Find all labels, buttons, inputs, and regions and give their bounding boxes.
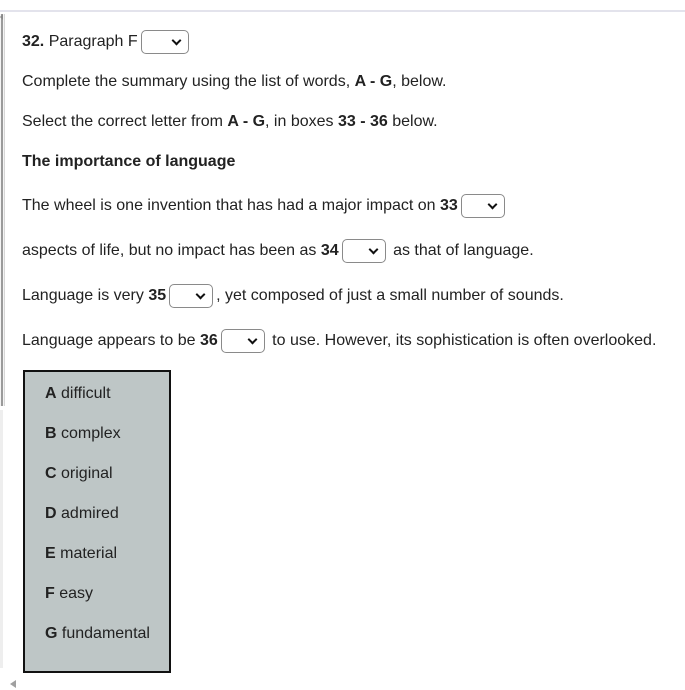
summary-sentence-33: The wheel is one invention that has had a major impact on 33 xyxy=(22,194,508,218)
question-number-33: 33 xyxy=(440,197,458,215)
question-label: Paragraph F xyxy=(48,33,138,51)
chevron-down-icon xyxy=(247,335,257,345)
top-divider xyxy=(0,0,685,12)
instruction-line-2: Select the correct letter from A - G, in boxes 33 - 36 below. xyxy=(22,113,438,130)
word-option-g: G fundamental xyxy=(45,625,150,642)
chevron-down-icon xyxy=(196,290,206,300)
word-option-d: D admired xyxy=(45,505,119,522)
summary-sentence-36: Language appears to be 36 to use. However, its sophistication is often overlooked. xyxy=(22,329,656,353)
answer-select-32[interactable] xyxy=(141,30,189,54)
lower-scrollbar-track xyxy=(0,410,3,668)
left-scrollbar[interactable] xyxy=(0,14,5,406)
answer-select-35[interactable] xyxy=(169,284,213,308)
scrollbar-thumb[interactable] xyxy=(1,14,3,406)
word-option-c: C original xyxy=(45,465,113,482)
word-list-box xyxy=(23,370,171,673)
chevron-down-icon xyxy=(487,200,497,210)
instruction-line-1: Complete the summary using the list of words, A - G, below. xyxy=(22,73,447,90)
scroll-notch-icon xyxy=(0,14,3,20)
chevron-down-icon xyxy=(171,36,181,46)
question-number-36: 36 xyxy=(199,332,218,350)
summary-sentence-35: Language is very 35 , yet composed of just a small number of sounds. xyxy=(22,284,564,308)
summary-sentence-34: aspects of life, but no impact has been as 34 as that of language. xyxy=(22,239,534,263)
word-option-b: B complex xyxy=(45,425,121,442)
answer-select-34[interactable] xyxy=(342,239,386,263)
word-option-a: A difficult xyxy=(45,385,111,402)
question-number-35: 35 xyxy=(148,287,167,305)
chevron-down-icon xyxy=(368,245,378,255)
question-number-34: 34 xyxy=(320,242,339,260)
question-number: 32. xyxy=(22,33,45,51)
answer-select-33[interactable] xyxy=(461,194,505,218)
scroll-left-arrow-icon[interactable] xyxy=(10,680,16,688)
summary-heading: The importance of language xyxy=(22,153,236,170)
question-32 xyxy=(22,30,192,54)
answer-select-36[interactable] xyxy=(221,329,265,353)
word-option-e: E material xyxy=(45,545,118,562)
word-option-f: F easy xyxy=(45,585,94,602)
